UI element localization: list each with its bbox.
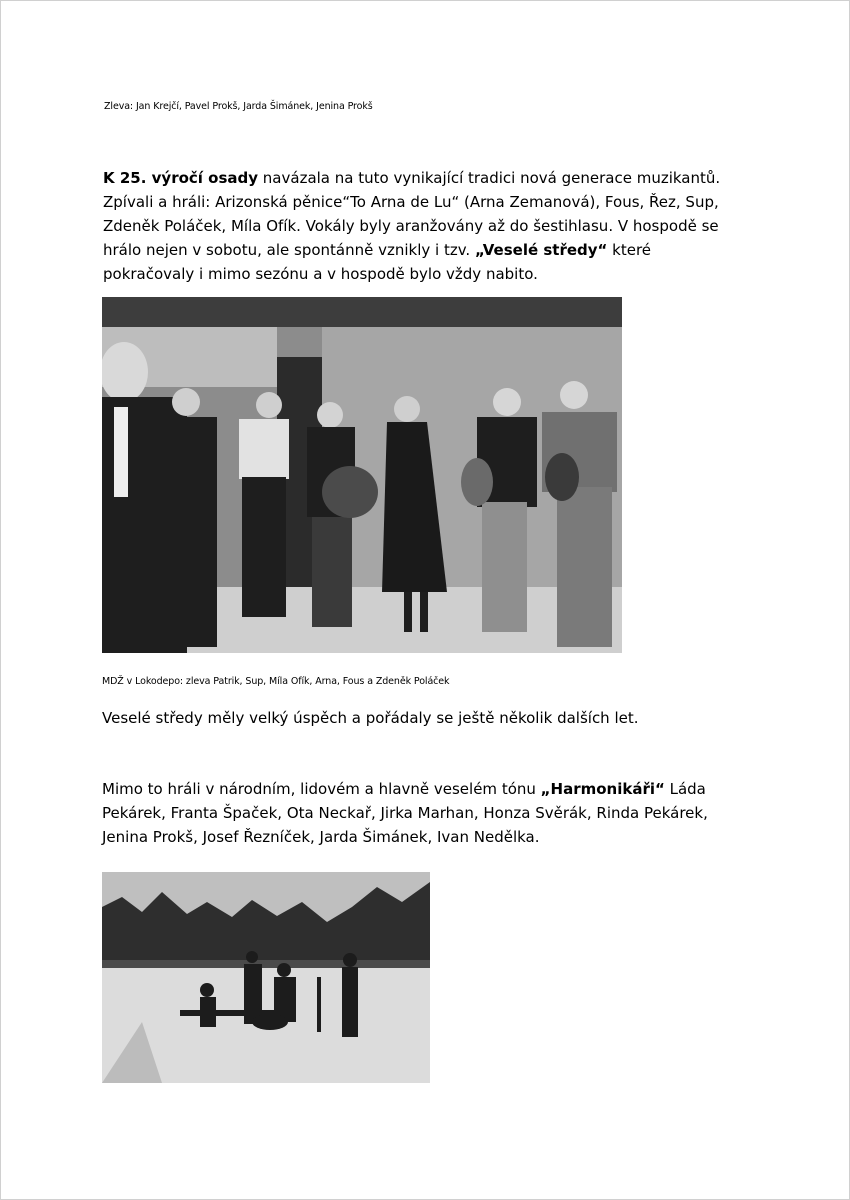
bold-harmonikari: „Harmonikáři“ xyxy=(540,780,665,798)
caption-top: Zleva: Jan Krejčí, Pavel Prokš, Jarda Šimánek, Jenina Prokš xyxy=(104,101,373,112)
bold-lead: K 25. výročí osady xyxy=(103,169,259,187)
winter-lake-drawing xyxy=(102,872,430,1083)
para1-text-b: které pokračovaly i mimo sezónu a v hospodě bylo vždy nabito. xyxy=(103,241,652,283)
musicians-photo xyxy=(102,297,622,653)
musicians-photo-drawing xyxy=(102,297,622,653)
paragraph-harmonikari xyxy=(102,777,802,849)
bold-vesele-stredy: „Veselé středy“ xyxy=(474,241,608,259)
paragraph-anniversary xyxy=(103,166,803,286)
para3-text-a: Mimo to hráli v národním, lidovém a hlavně veselém tónu xyxy=(102,780,541,798)
paragraph-vesele-stredy: Veselé středy měly velký úspěch a pořádaly se ještě několik dalších let. xyxy=(102,709,639,727)
para1-text-a: navázala na tuto vynikající tradici nová generace muzikantů. Zpívali a hráli: Arizonská pěnice“To Arna de Lu“ (Arna Zemanová), Fous, Řez, Sup, Zdeněk Poláček, Míla Ofík. Vokály byly aranžovány až do šestihlasu. V hospodě se hrálo nejen v sobotu, ale spontánně vznikly i tzv. xyxy=(103,169,721,259)
winter-lake-photo xyxy=(102,872,430,1083)
para3-text-b: Láda Pekárek, Franta Špaček, Ota Neckař, Jirka Marhan, Honza Svěrák, Rinda Pekárek, Jenina Prokš, Josef Řezníček, Jarda Šimánek, Ivan Nedělka. xyxy=(102,780,708,846)
caption-photo1: MDŽ v Lokodepo: zleva Patrik, Sup, Míla Ofík, Arna, Fous a Zdeněk Poláček xyxy=(102,676,450,687)
